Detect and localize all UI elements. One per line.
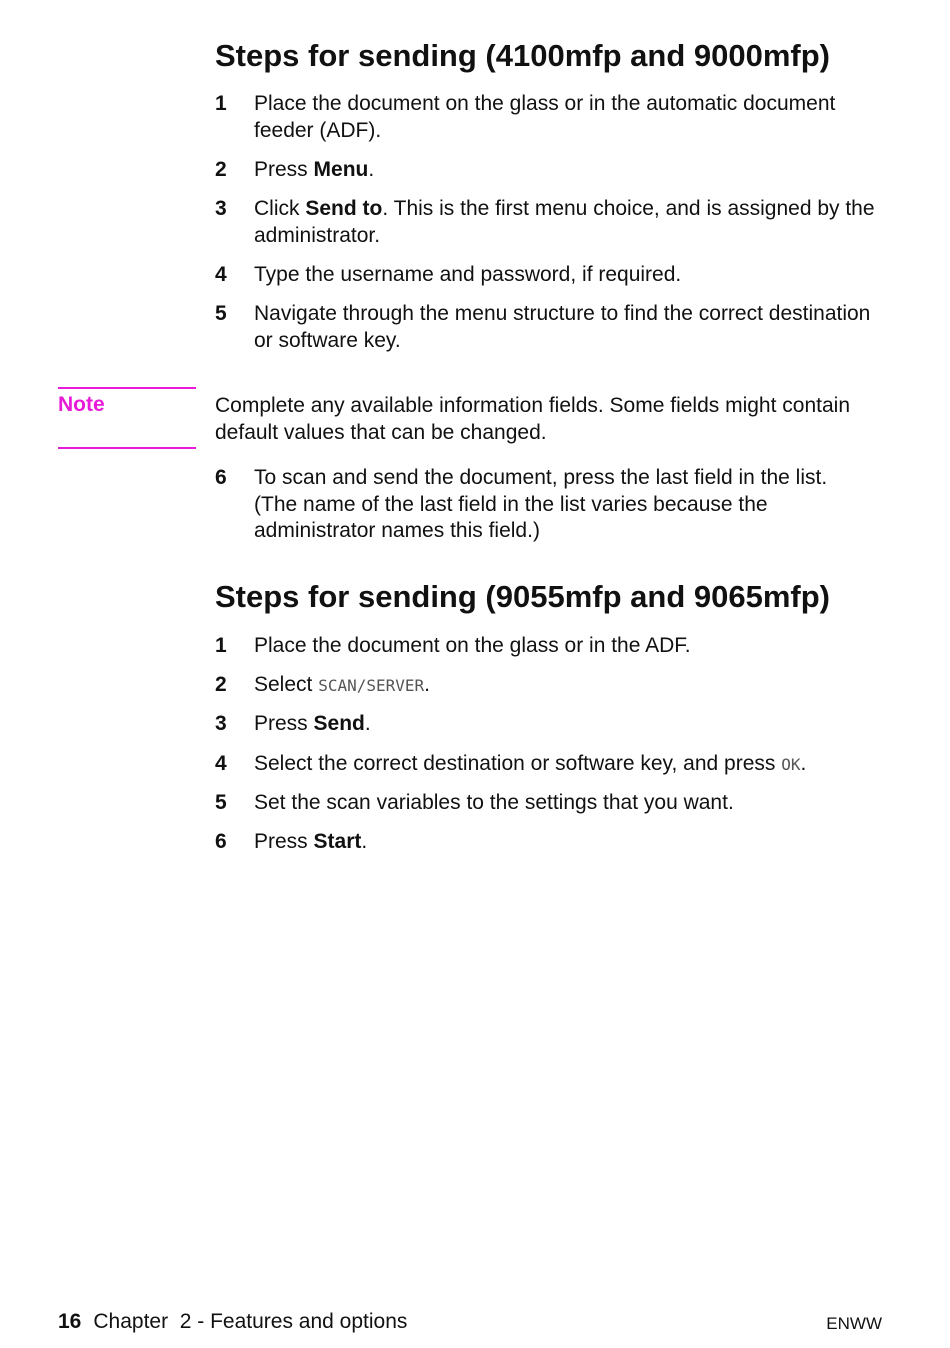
step-number: 2 [215, 673, 227, 696]
step-number: 5 [215, 791, 227, 814]
start-term: Start [313, 830, 362, 853]
step-text: Press Menu. [254, 158, 375, 181]
step-text: Set the scan variables to the settings that you want. [254, 791, 734, 814]
scan-server-display-text: SCAN/SERVER [318, 676, 425, 695]
step-text: Press Send. [254, 712, 371, 735]
step-text: To scan and send the document, press the last field in the list. (The name of the last field in the list varies because the administrator names this field.) [254, 466, 828, 542]
section-heading-9055-9065: Steps for sending (9055mfp and 9065mfp) [215, 579, 830, 614]
page-footer [58, 1310, 407, 1334]
step-number: 5 [215, 302, 227, 325]
step-number: 3 [215, 197, 227, 220]
section-heading-4100-9000: Steps for sending (4100mfp and 9000mfp) [215, 38, 830, 73]
step-number: 2 [215, 158, 227, 181]
step-text: Place the document on the glass or in the automatic document feeder (ADF). [254, 92, 836, 142]
step-number: 4 [215, 263, 227, 286]
step-item [215, 633, 875, 660]
step-text: Navigate through the menu structure to find the correct destination or software key. [254, 302, 871, 352]
step-item [215, 262, 875, 289]
step-item [215, 301, 875, 354]
step-item [215, 711, 875, 738]
step-item [215, 751, 875, 779]
step-number: 3 [215, 712, 227, 735]
step-text: Place the document on the glass or in the ADF. [254, 634, 691, 657]
step-text: Press Start. [254, 830, 368, 853]
step-item [215, 465, 875, 545]
step-text: Select the correct destination or software key, and press OK. [254, 752, 807, 775]
step-item [215, 196, 875, 249]
step-item [215, 790, 875, 817]
step-text: Select SCAN/SERVER. [254, 673, 431, 696]
note-top-rule [58, 387, 196, 389]
step-item [215, 157, 875, 184]
menu-term: Menu [313, 158, 369, 181]
send-term: Send [313, 712, 365, 735]
step-item [215, 91, 875, 144]
step-number: 1 [215, 634, 227, 657]
chapter-title: Chapter 2 - Features and options [93, 1310, 408, 1333]
page-number: 16 [58, 1310, 82, 1333]
step-number: 6 [215, 466, 227, 489]
step-number: 1 [215, 92, 227, 115]
note-label: Note [58, 393, 105, 416]
step-item [215, 672, 875, 700]
send-to-term: Send to [305, 197, 383, 220]
step-text: Type the username and password, if required. [254, 263, 682, 286]
step-number: 4 [215, 752, 227, 775]
note-bottom-rule [58, 447, 196, 449]
step-item [215, 829, 875, 856]
note-text: Complete any available information fields. Some fields might contain default values that can be changed. [215, 394, 850, 444]
ok-display-text: OK [781, 755, 801, 774]
step-number: 6 [215, 830, 227, 853]
locale-code: ENWW [826, 1314, 882, 1333]
step-text: Click Send to. This is the first menu choice, and is assigned by the administrator. [254, 197, 875, 247]
